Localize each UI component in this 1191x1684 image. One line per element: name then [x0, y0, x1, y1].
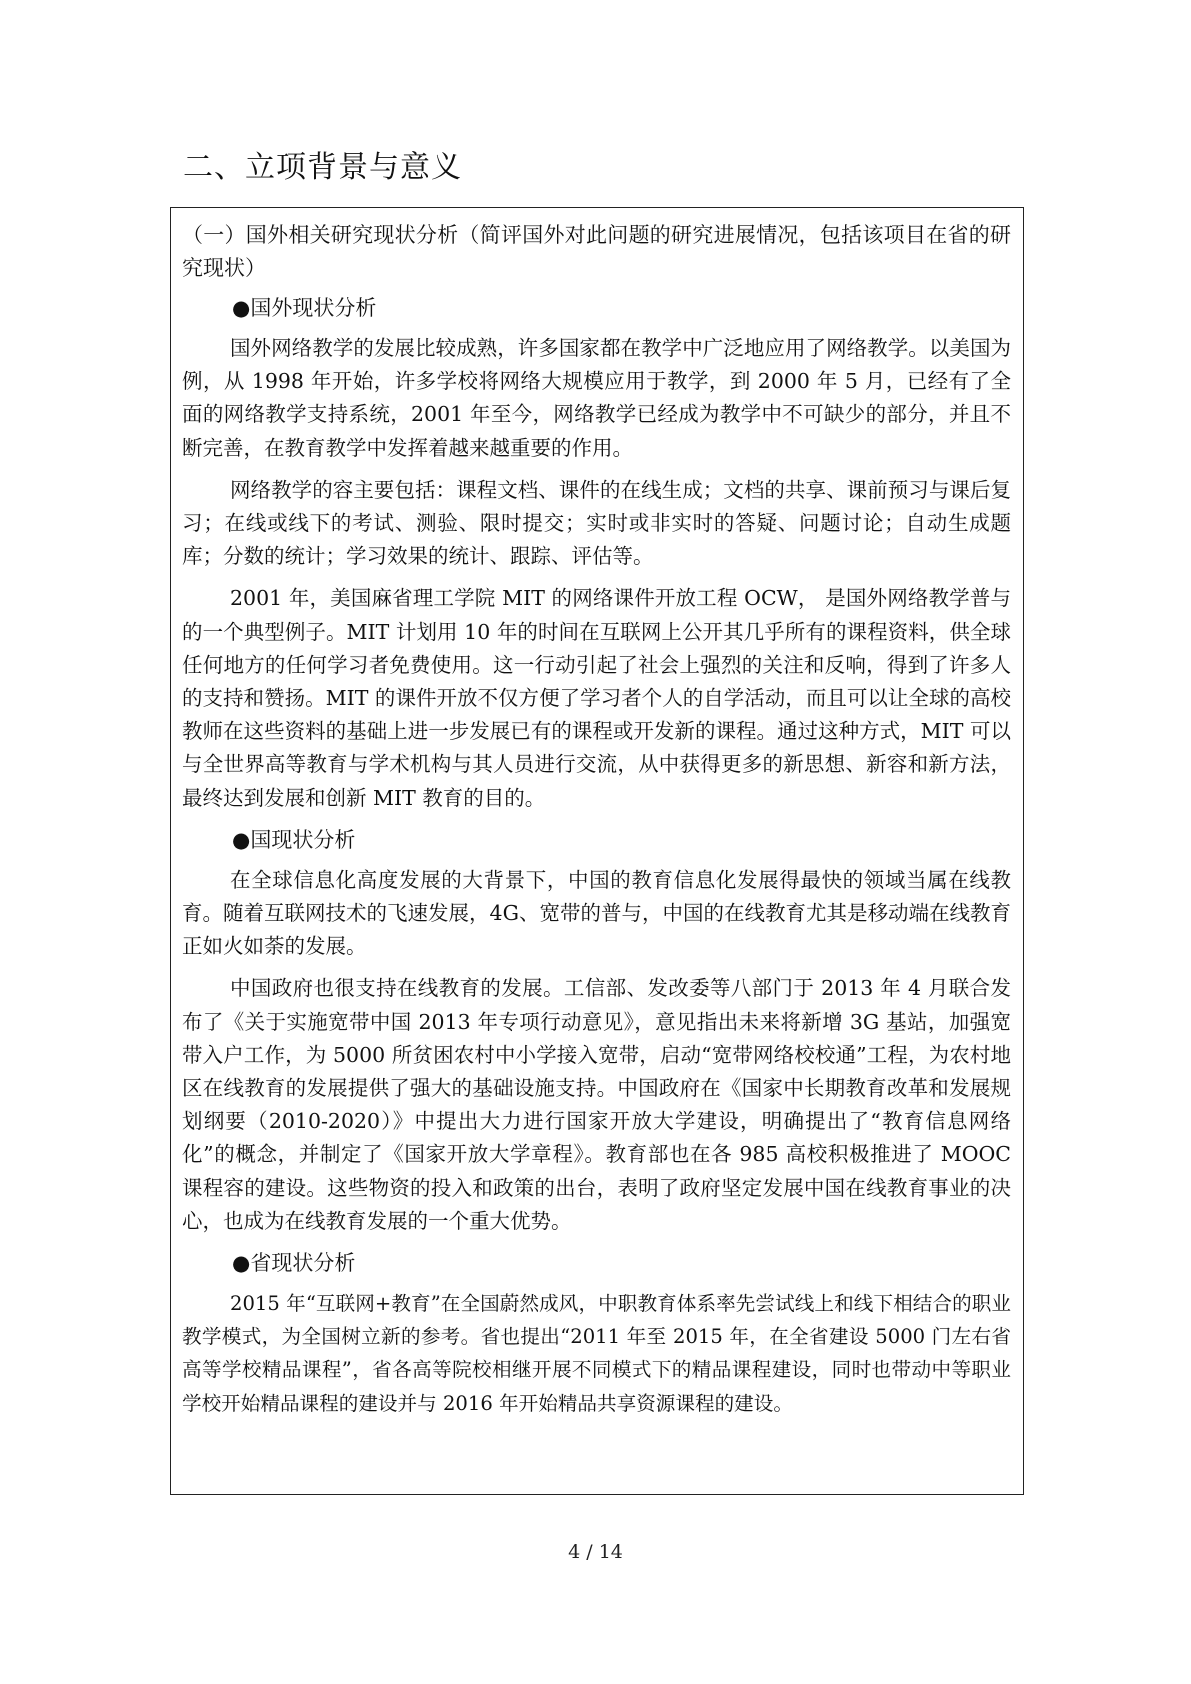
foreign-paragraph: 网络教学的容主要包括：课程文档、课件的在线生成；文档的共享、课前预习与课后复习；在线或线下的考试、测验、限时提交；实时或非实时的答疑、问题讨论；自动生成题库；分数的统计；学习效果的统计、跟踪、评估等。 — [182, 477, 1011, 569]
province-paragraph: 2015 年“互联网+教育”在全国蔚然成风，中职教育体系率先尝试线上和线下相结合的职业教学模式，为全国树立新的参考。省也提出“2011 年至 2015 年，在全省建设 5000 门左右省高等学校精品课程”，省各高等院校相继开展不同模式下的精品课程建设，同时也带动中等职业学校开始精品课程的建设并与 2016 年开始精品共享资源课程的建设。 — [182, 1292, 1011, 1415]
province-status-heading: ●省现状分析 — [232, 1251, 356, 1276]
foreign-paragraph: 国外网络教学的发展比较成熟，许多国家都在教学中广泛地应用了网络教学。以美国为例，从 1998 年开始，许多学校将网络大规模应用于教学，到 2000 年 5 月，已经有了全面的网络教学支持系统，2001 年至今，网络教学已经成为教学中不可缺少的部分，并且不断完善，在教育教学中发挥着越来越重要的作用。 — [182, 336, 1011, 460]
foreign-paragraph: 2001 年，美国麻省理工学院 MIT 的网络课件开放工程 OCW， 是国外网络教学普与的一个典型例子。MIT 计划用 10 年的时间在互联网上公开其几乎所有的课程资料，供全球任何地方的任何学习者免费使用。这一行动引起了社会上强烈的关注和反响，得到了许多人的支持和赞扬。MIT 的课件开放不仅方便了学习者个人的自学活动，而且可以让全球的高校教师在这些资料的基础上进一步发展已有的课程或开发新的课程。通过这种方式，MIT 可以与全世界高等教育与学术机构与其人员进行交流，从中获得更多的新思想、新容和新方法，最终达到发展和创新 MIT 教育的目的。 — [182, 586, 1011, 810]
research-status-box — [170, 207, 1024, 1495]
domestic-paragraph: 在全球信息化高度发展的大背景下，中国的教育信息化发展得最快的领域当属在线教育。随着互联网技术的飞速发展，4G、宽带的普与，中国的在线教育尤其是移动端在线教育正如火如荼的发展。 — [182, 867, 1011, 959]
foreign-status-heading: ●国外现状分析 — [232, 296, 377, 320]
box-heading: （一）国外相关研究现状分析（简评国外对此问题的研究进展情况，包括该项目在省的研究现状） — [182, 223, 1011, 280]
domestic-paragraph: 中国政府也很支持在线教育的发展。工信部、发改委等八部门于 2013 年 4 月联合发布了《关于实施宽带中国 2013 年专项行动意见》，意见指出未来将新增 3G 基站，加强宽带入户工作，为 5000 所贫困农村中小学接入宽带，启动“宽带网络校校通”工程，为农村地区在线教育的发展提供了强大的基础设施支持。中国政府在《国家中长期教育改革和发展规划纲要（2010-2020）》中提出大力进行国家开放大学建设，明确提出了“教育信息网络化”的概念，并制定了《国家开放大学章程》。教育部也在各 985 高校积极推进了 MOOC 课程容的建设。这些物资的投入和政策的出台，表明了政府坚定发展中国在线教育事业的决心，也成为在线教育发展的一个重大优势。 — [182, 976, 1011, 1233]
domestic-status-heading: ●国现状分析 — [232, 827, 356, 852]
page-number: 4 / 14 — [568, 1541, 623, 1563]
section-title: 二、立项背景与意义 — [183, 150, 462, 185]
